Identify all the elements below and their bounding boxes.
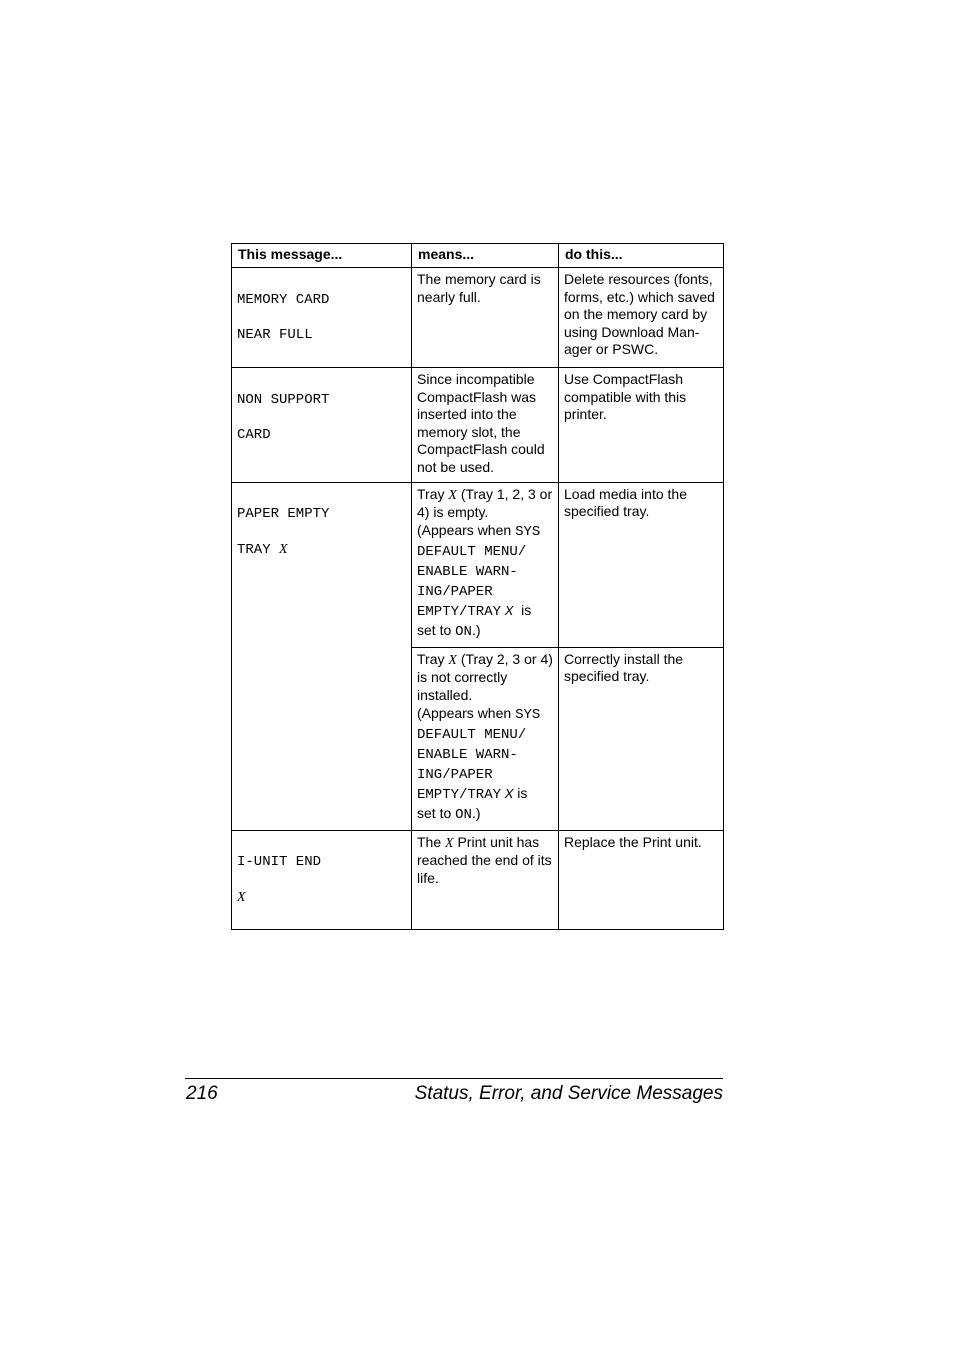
messages-table [231, 243, 724, 930]
means-cell: Tray X (Tray 2, 3 or 4) is not correctly installed. (Appears when SYS DEFAULT MENU/ ENABLE WARN- ING/PAPER EMPTY/TRAY X is set to ON.) [412, 647, 559, 830]
action-cell: Use CompactFlash compatible with this printer. [559, 367, 724, 482]
variable-x: X [445, 835, 454, 851]
message-cell [232, 830, 412, 930]
means-cell: Tray X (Tray 1, 2, 3 or 4) is empty. (Appears when SYS DEFAULT MENU/ ENABLE WARN- ING/PAPER EMPTY/TRAY X is set to ON.) [412, 482, 559, 647]
table-header-row [232, 244, 724, 268]
message-cell [232, 482, 412, 830]
message-line: NON SUPPORT [237, 391, 330, 408]
table-row [232, 830, 724, 930]
means-cell: Since incompatible CompactFlash was inserted into the memory slot, the CompactFlash could not be used. [412, 367, 559, 482]
means-cell: The memory card is nearly full. [412, 268, 559, 368]
message-cell [232, 367, 412, 482]
section-title: Status, Error, and Service Messages [414, 1083, 723, 1104]
message-line: CARD [237, 426, 271, 443]
table-row [232, 482, 724, 647]
message-line: MEMORY CARD [237, 291, 330, 308]
means-cell: The X Print unit has reached the end of its life. [412, 830, 559, 930]
message-line: NEAR FULL [237, 326, 313, 343]
page-number: 216 [186, 1083, 218, 1104]
footer-divider [185, 1078, 723, 1079]
action-cell: Load media into the specified tray. [559, 482, 724, 647]
variable-x: X [448, 652, 457, 668]
action-cell: Replace the Print unit. [559, 830, 724, 930]
header-means: means... [412, 244, 559, 268]
table-row [232, 268, 724, 368]
variable-x: X [448, 487, 457, 503]
action-cell: Correctly install the specified tray. [559, 647, 724, 830]
message-line: I-UNIT END [237, 854, 322, 871]
header-action: do this... [559, 244, 724, 268]
message-line: TRAY X [237, 542, 288, 559]
header-message: This message... [232, 244, 412, 268]
message-line: X [237, 890, 246, 906]
message-line: PAPER EMPTY [237, 506, 330, 523]
table-row [232, 367, 724, 482]
message-cell [232, 268, 412, 368]
action-cell: Delete resources (fonts, forms, etc.) which saved on the memory card by using Download Man- ager or PSWC. [559, 268, 724, 368]
